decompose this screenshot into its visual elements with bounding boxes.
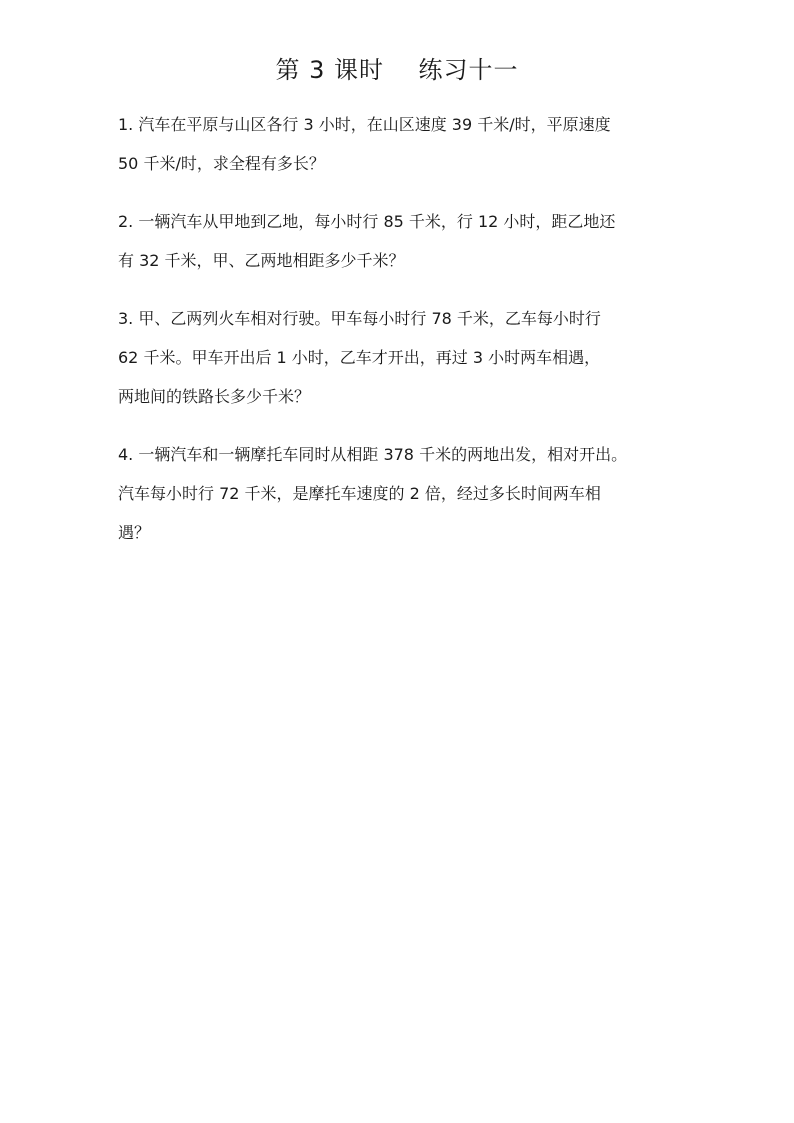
problem-3-line-3: 两地间的铁路长多少千米？ [118, 387, 311, 406]
problem-3-line-1: 3. 甲、乙两列火车相对行驶。甲车每小时行 78 千米，乙车每小时行 [118, 309, 601, 328]
problem-1 [118, 105, 688, 183]
page-title: 第 3 课时 练习十一 [275, 56, 519, 84]
problem-2-line-2: 有 32 千米，甲、乙两地相距多少千米？ [118, 251, 405, 270]
problem-list [118, 105, 688, 571]
problem-4-line-3: 遇？ [118, 523, 151, 542]
problem-1-line-1: 1. 汽车在平原与山区各行 3 小时，在山区速度 39 千米/时，平原速度 [118, 115, 611, 134]
problem-1-line-2: 50 千米/时，求全程有多长？ [118, 154, 325, 173]
problem-3-line-2: 62 千米。甲车开出后 1 小时，乙车才开出，再过 3 小时两车相遇， [118, 348, 601, 367]
problem-2 [118, 202, 688, 280]
problem-4 [118, 435, 688, 552]
problem-3 [118, 299, 688, 416]
problem-2-line-1: 2. 一辆汽车从甲地到乙地，每小时行 85 千米，行 12 小时，距乙地还 [118, 212, 616, 231]
problem-4-line-1: 4. 一辆汽车和一辆摩托车同时从相距 378 千米的两地出发，相对开出。 [118, 445, 628, 464]
problem-4-line-2: 汽车每小时行 72 千米，是摩托车速度的 2 倍，经过多长时间两车相 [118, 484, 601, 503]
